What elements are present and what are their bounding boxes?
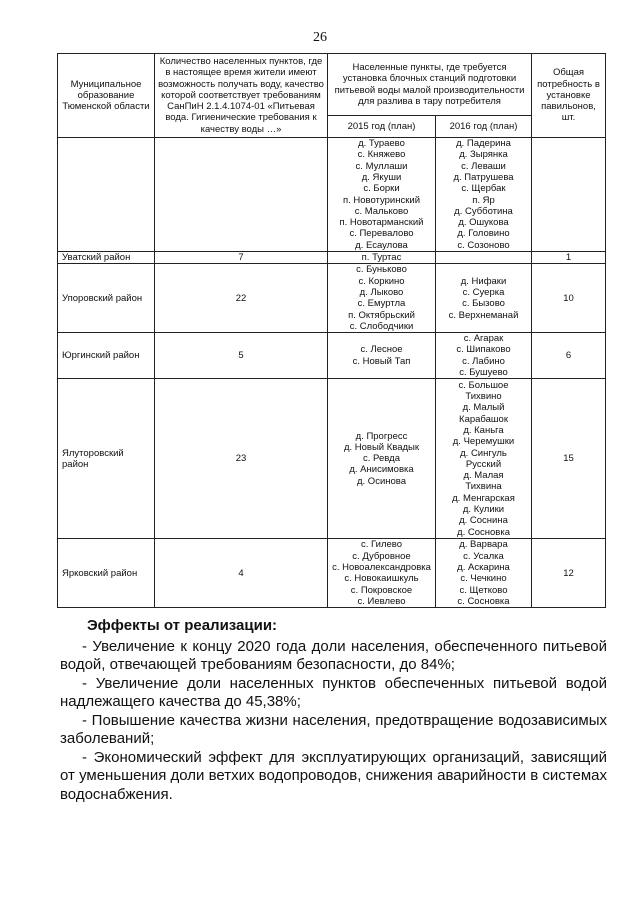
total-cell: 15 xyxy=(532,379,606,539)
plan-2015-cell: с. Буньково с. Коркино д. Лыково с. Емуртла п. Октябрьский с. Слободчики xyxy=(328,264,436,333)
effect-item: - Увеличение к концу 2020 года доли населения, обеспеченного питьевой водой, отвечающей требованиям безопасности, до 84%; xyxy=(60,637,607,673)
plan-2015-cell: п. Туртас xyxy=(328,252,436,264)
effects-section xyxy=(60,617,607,804)
page-number: 26 xyxy=(313,30,327,45)
plan-2015-cell: д. Прогресс д. Новый Квадык с. Ревда д. Анисимовка д. Осинова xyxy=(328,379,436,539)
settlements-table-container xyxy=(57,53,605,608)
municipality-cell: Ярковский район xyxy=(58,539,155,608)
total-cell: 10 xyxy=(532,264,606,333)
count-cell: 7 xyxy=(155,252,328,264)
count-cell xyxy=(155,138,328,252)
municipality-cell: Юргинский район xyxy=(58,333,155,379)
table-row xyxy=(58,333,606,379)
effects-title: Эффекты от реализации: xyxy=(87,617,278,634)
plan-2016-cell: д. Варвара с. Усалка д. Аскарина с. Чечкино с. Щетково с. Сосновка xyxy=(436,539,532,608)
total-cell: 6 xyxy=(532,333,606,379)
table-row xyxy=(58,138,606,252)
municipality-cell xyxy=(58,138,155,252)
total-cell xyxy=(532,138,606,252)
header-municipality: Муниципальное образование Тюменской области xyxy=(58,54,155,138)
plan-2016-cell: д. Нифаки с. Суерка с. Бызово с. Верхнеманай xyxy=(436,264,532,333)
effect-item: - Повышение качества жизни населения, предотвращение водозависимых заболеваний; xyxy=(60,711,607,747)
municipality-cell: Упоровский район xyxy=(58,264,155,333)
settlements-table xyxy=(57,53,606,608)
effect-item: - Увеличение доли населенных пунктов обеспеченных питьевой водой надлежащего качества до 45,38%; xyxy=(60,674,607,710)
municipality-cell: Ялуторовский район xyxy=(58,379,155,539)
count-cell: 4 xyxy=(155,539,328,608)
plan-2016-cell: д. Падерина д. Зырянка с. Леваши д. Патрушева с. Щербак п. Яр д. Субботина д. Ошукова д. Головино с. Созоново xyxy=(436,138,532,252)
plan-2015-cell: д. Тураево с. Княжево с. Муллаши д. Якуши с. Борки п. Новотуринский с. Мальково п. Новотарманский с. Перевалово д. Есаулова xyxy=(328,138,436,252)
plan-2016-cell xyxy=(436,252,532,264)
table-row xyxy=(58,252,606,264)
total-cell: 1 xyxy=(532,252,606,264)
municipality-cell: Уватский район xyxy=(58,252,155,264)
header-total-need: Общая потребность в установке павильонов, шт. xyxy=(532,54,606,138)
plan-2015-cell: с. Гилево с. Дубровное с. Новоалександровка с. Новокаишкуль с. Покровское с. Иевлево xyxy=(328,539,436,608)
table-row xyxy=(58,379,606,539)
count-cell: 23 xyxy=(155,379,328,539)
total-cell: 12 xyxy=(532,539,606,608)
count-cell: 22 xyxy=(155,264,328,333)
plan-2016-cell: с. Большое Тихвино д. Малый Карабашок д. Каньга д. Черемушки д. Сингуль Русский д. Малая Тихвина д. Менгарская д. Кулики д. Соснина д. Сосновка xyxy=(436,379,532,539)
effect-item: - Экономический эффект для эксплуатирующих организаций, зависящий от уменьшения доли ветхих водопроводов, снижения аварийности в системах водоснабжения. xyxy=(60,748,607,803)
header-year-2016: 2016 год (план) xyxy=(436,116,532,138)
header-year-2015: 2015 год (план) xyxy=(328,116,436,138)
plan-2016-cell: с. Агарак с. Шипаково с. Лабино с. Бушуево xyxy=(436,333,532,379)
header-settlements-needed: Населенные пункты, где требуется установка блочных станций подготовки питьевой воды малой производительности для разлива в тару потребителя xyxy=(328,54,532,116)
header-settlements-count: Количество населенных пунктов, где в настоящее время жители имеют возможность получать воду, качество которой соответствует требованиям СанПиН 2.1.4.1074-01 «Питьевая вода. Гигиенические требования к качеству воды …» xyxy=(155,54,328,138)
table-row xyxy=(58,539,606,608)
plan-2015-cell: с. Лесное с. Новый Тап xyxy=(328,333,436,379)
table-row xyxy=(58,264,606,333)
count-cell: 5 xyxy=(155,333,328,379)
